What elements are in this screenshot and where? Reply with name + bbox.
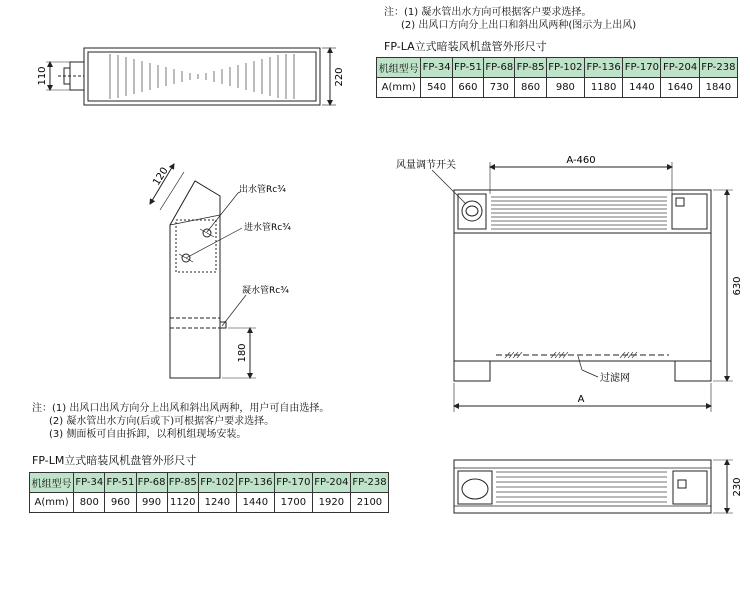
lm-data-cell: 1440 [236, 493, 274, 513]
lm-header-cell: FP-51 [105, 473, 136, 493]
lm-header-cell: FP-85 [167, 473, 198, 493]
la-header-cell: FP-102 [546, 58, 584, 78]
bottom-note-3: (3) 侧面板可自由拆卸，以利机组现场安装。 [49, 429, 247, 440]
side-view-outlet-label: 出水管Rc¾ [239, 185, 286, 195]
lm-table-title: FP-LM立式暗装风机盘管外形尺寸 [32, 454, 197, 467]
side-view-drain-label: 凝水管Rc¾ [242, 286, 289, 296]
lm-data-cell: 990 [136, 493, 167, 513]
la-header-cell: FP-85 [515, 58, 546, 78]
top-view-dim-right: 220 [334, 67, 345, 87]
la-table-data-row [377, 78, 738, 98]
side-view-inlet-label: 进水管Rc¾ [244, 223, 291, 233]
side-view-dim-top: 120 [151, 165, 171, 188]
la-header-cell: FP-51 [452, 58, 483, 78]
la-header-cell: FP-170 [623, 58, 661, 78]
lm-data-cell: 2100 [350, 493, 388, 513]
la-header-cell: 机组型号 [377, 58, 421, 78]
lm-table-header-row [30, 473, 389, 493]
la-data-cell: 980 [546, 78, 584, 98]
lm-header-cell: FP-68 [136, 473, 167, 493]
front-view-dim-top: A-460 [566, 155, 596, 166]
bottom-view-drawing [454, 460, 733, 513]
lm-table-data-row [30, 493, 389, 513]
la-data-cell: A(mm) [377, 78, 421, 98]
bottom-view-dim-right: 230 [732, 477, 743, 497]
lm-data-cell: 960 [105, 493, 136, 513]
lm-data-cell: A(mm) [30, 493, 74, 513]
filter-label: 过滤网 [600, 373, 630, 384]
la-header-cell: FP-136 [585, 58, 623, 78]
lm-data-cell: 1920 [312, 493, 350, 513]
lm-data-cell: 800 [74, 493, 105, 513]
top-note-2: (2) 出风口方向分上出口和斜出风两种(图示为上出风) [401, 20, 637, 31]
lm-header-cell: FP-204 [312, 473, 350, 493]
la-spec-table [376, 57, 738, 98]
front-view-dim-bottom: A [577, 394, 585, 405]
top-note-1: 注：(1) 凝水管出水方向可根据客户要求选择。 [384, 7, 592, 18]
lm-header-cell: FP-170 [274, 473, 312, 493]
la-table-title: FP-LA立式暗装风机盘管外形尺寸 [384, 40, 547, 53]
la-table-header-row [377, 58, 738, 78]
switch-label: 风量调节开关 [396, 160, 456, 171]
lm-data-cell: 1240 [198, 493, 236, 513]
lm-data-cell: 1700 [274, 493, 312, 513]
la-data-cell: 1840 [699, 78, 737, 98]
top-view-drawing [46, 48, 336, 105]
lm-header-cell: FP-102 [198, 473, 236, 493]
bottom-notes [32, 402, 329, 441]
la-data-cell: 540 [421, 78, 452, 98]
lm-header-cell: FP-238 [350, 473, 388, 493]
bottom-note-2: (2) 凝水管出水方向(后或下)可根据客户要求选择。 [49, 416, 275, 427]
lm-header-cell: FP-34 [74, 473, 105, 493]
bottom-note-1: 注：(1) 出风口出风方向分上出风和斜出风两种，用户可自由选择。 [32, 403, 330, 414]
la-data-cell: 1180 [585, 78, 623, 98]
la-header-cell: FP-34 [421, 58, 452, 78]
top-view-dim-left: 110 [37, 66, 48, 86]
lm-data-cell: 1120 [167, 493, 198, 513]
front-view-dim-right: 630 [732, 276, 743, 296]
la-data-cell: 1640 [661, 78, 699, 98]
top-notes [384, 6, 636, 32]
side-view-dim-bottom: 180 [237, 343, 248, 363]
la-header-cell: FP-238 [699, 58, 737, 78]
la-data-cell: 860 [515, 78, 546, 98]
la-header-cell: FP-68 [484, 58, 515, 78]
la-data-cell: 1440 [623, 78, 661, 98]
la-header-cell: FP-204 [661, 58, 699, 78]
lm-header-cell: FP-136 [236, 473, 274, 493]
front-view-drawing [432, 162, 733, 412]
la-data-cell: 730 [484, 78, 515, 98]
la-data-cell: 660 [452, 78, 483, 98]
lm-spec-table [29, 472, 389, 513]
lm-header-cell: 机组型号 [30, 473, 74, 493]
